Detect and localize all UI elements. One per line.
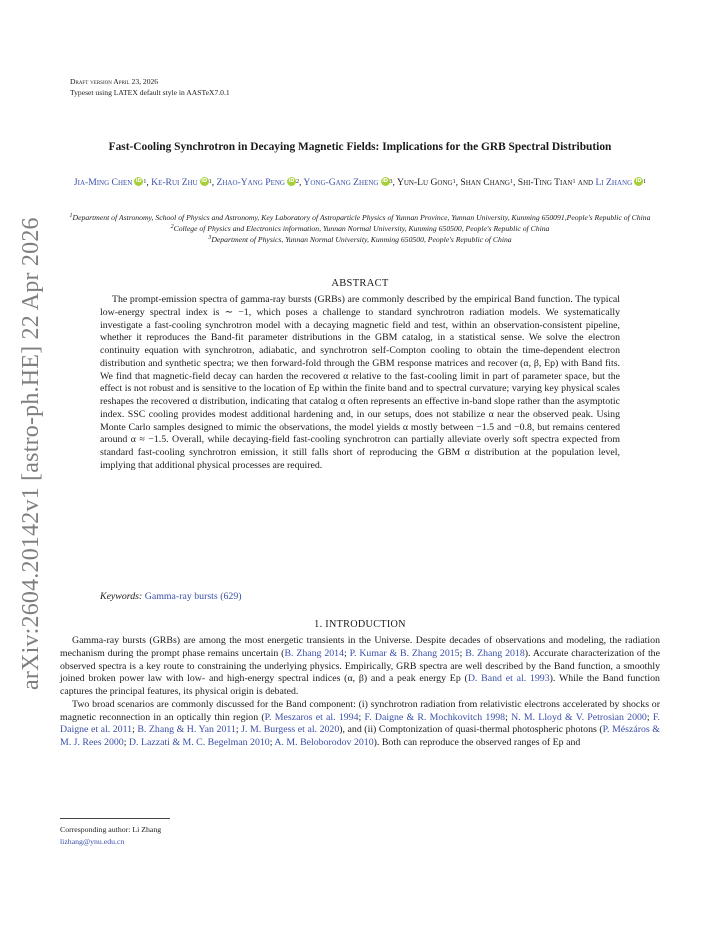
author-affiliation-mark: 1 — [572, 179, 576, 185]
author-name[interactable]: Zhao-Yang Peng — [216, 177, 285, 188]
paper-title: Fast-Cooling Synchrotron in Decaying Magnetic Fields: Implications for the GRB Spectral Distribution — [108, 141, 612, 153]
orcid-icon[interactable] — [134, 177, 143, 186]
arxiv-identifier: arXiv:2604.20142v1 [astro-ph.HE] 22 Apr 2026 — [18, 217, 44, 690]
orcid-icon[interactable] — [200, 177, 209, 186]
keywords-label: Keywords: — [100, 591, 143, 602]
keyword-link[interactable]: Gamma-ray bursts (629) — [144, 591, 242, 602]
citation-link[interactable]: N. M. Lloyd & V. Petrosian 2000 — [511, 711, 647, 723]
citation-link[interactable]: F. Daigne & R. Mochkovitch 1998 — [364, 711, 506, 723]
abstract-heading: ABSTRACT — [331, 278, 389, 289]
keywords — [100, 591, 242, 602]
introduction-text — [60, 635, 660, 750]
orcid-icon[interactable] — [381, 177, 390, 186]
author-affiliation-mark: 1 — [643, 179, 647, 185]
citation-link[interactable]: B. Zhang 2018 — [465, 647, 525, 659]
author-name: Yun-Lu Gong — [396, 177, 453, 188]
affiliation-text: College of Physics and Electronics information, Yunnan Normal University, Kunming 650500, People's Republic of China — [173, 224, 550, 233]
author-affiliation-mark: 1 — [452, 179, 456, 185]
draft-version: Draft version April 23, 2026 — [70, 77, 159, 86]
affiliation-text: Department of Physics, Yunnan Normal University, Kunming 650500, People's Republic of China — [211, 235, 512, 244]
intro-paragraph-1: Gamma-ray bursts (GRBs) are among the most energetic transients in the Universe. Despite decades of observations and modeling, the radiation mechanism during the prompt phase remains uncertain (B. Zhang 2014; P. Kumar & B. Zhang 2015; B. Zhang 2018). Accurate characterization of the observed spectra is a key route to constraining the underlying physics. Empirically, GRB spectra are well described by the Band function, a smoothly joined broken power law with low- and high-energy spectral indices (α, β) and a peak energy Ep (D. Band et al. 1993). While the Band function captures the principal features, its physical origin is debated. — [60, 635, 660, 697]
citation-link[interactable]: B. Zhang & H. Yan 2011 — [137, 724, 236, 736]
affiliation-line — [64, 223, 656, 234]
author-name: Shi-Ting Tian — [517, 177, 573, 188]
citation-link[interactable]: P. Mészáros & M. J. Rees 2000 — [60, 724, 660, 748]
affiliation-number: 2 — [170, 224, 174, 230]
author-name[interactable]: Yong-Gang Zheng — [303, 177, 379, 188]
abstract-text: The prompt-emission spectra of gamma-ray bursts (GRBs) are commonly described by the empirical Band function. The typical low-energy spectral index is ∼ −1, which poses a challenge to standard synchrotron radiation models. We systematically investigate a fast-cooling synchrotron model with a decaying magnetic field and test, within an observation-consistent pipeline, whether it reproduces the Band-fit parameter distributions in the GBM catalog, in a statistical sense. We solve the electron continuity equation with synchrotron, adiabatic, and synchrotron self-Compton cooling to obtain the time-dependent electron distribution and synthetic spectra; we then forward-fold through the GBM response matrices and recover (α, β, Ep) with Band fits. We find that magnetic-field decay can harden the recovered α relative to the fast-cooling limit in part of parameter space, but the effect is not robust and is sensitive to the location of Ep within the finite band and to spectral curvature; varying key physical scales reshapes the recovered α distribution, indicating that catalog α often represents an effective in-band slope rather than the asymptotic index. SSC cooling provides modest additional hardening and, in our setups, does not stabilize α near the observed peak. Using Monte Carlo samples designed to mimic the observations, the model yields α mostly between −1.5 and −0.8, but remains centered around α ≈ −1.5. Overall, while decaying-field fast-cooling synchrotron can partially alleviate overly soft spectra expected from standard fast-cooling synchrotron emission, it still falls short of reproducing the GBM α distribution at the population level, implying that additional physical processes are required. — [100, 294, 620, 471]
citation-link[interactable]: P. Kumar & B. Zhang 2015 — [349, 647, 460, 659]
author-name[interactable]: Li Zhang — [595, 177, 633, 188]
corresponding-author — [60, 824, 161, 848]
typeset-note: Typeset using LATEX default style in AASTeX7.0.1 — [70, 88, 230, 97]
author-email-link[interactable]: lizhang@ynu.edu.cn — [60, 837, 125, 846]
citation-link[interactable]: F. Daigne et al. 2011 — [60, 711, 660, 736]
affiliation-number: 1 — [69, 213, 73, 219]
affiliations — [64, 212, 656, 245]
section-heading: 1. INTRODUCTION — [314, 619, 406, 630]
footnote-divider — [60, 818, 170, 819]
citation-link[interactable]: A. M. Beloborodov 2010 — [274, 737, 374, 748]
affiliation-line — [64, 212, 656, 223]
author-list: Jia-Ming CheniD $^1$, Ke-Rui ZhuiD $^1$, Zhao-Yang PengiD $^2$, Yong-Gang ZhengiD $^3$, Yun-Lu Gong$^1$, Shan Chang$^1$, Shi-Ting Tian$^1$ and Li ZhangiD $^1$ — [70, 176, 650, 190]
author-affiliation-mark: 1 — [143, 179, 147, 185]
citation-link[interactable]: J. M. Burgess et al. 2020 — [241, 724, 340, 736]
affiliation-number: 3 — [208, 235, 212, 241]
intro-paragraph-2: Two broad scenarios are commonly discussed for the Band component: (i) synchrotron radiation from relativistic electrons accelerated by shocks or magnetic reconnection in an optically thin region (P. Meszaros et al. 1994; F. Daigne & R. Mochkovitch 1998; N. M. Lloyd & V. Petrosian 2000; F. Daigne et al. 2011; B. Zhang & H. Yan 2011; J. M. Burgess et al. 2020), and (ii) Comptonization of quasi-thermal photospheric photons (P. Mészáros & M. J. Rees 2000; D. Lazzati & M. C. Begelman 2010; A. M. Beloborodov 2010). Both can reproduce the observed ranges of Ep and — [60, 698, 660, 748]
affiliation-text: Department of Astronomy, School of Physics and Astronomy, Key Laboratory of Astroparticle Physics of Yunnan Province, Yunnan University, Kunming 650091,People's Republic of China — [72, 213, 651, 222]
author-affiliation-mark: 1 — [509, 179, 513, 185]
affiliation-line — [64, 234, 656, 245]
citation-link[interactable]: D. Lazzati & M. C. Begelman 2010 — [128, 737, 270, 748]
orcid-icon[interactable] — [287, 177, 296, 186]
author-name[interactable]: Jia-Ming Chen — [73, 177, 133, 188]
authors-and: and — [575, 177, 596, 188]
draft-header — [70, 76, 230, 98]
author-name[interactable]: Ke-Rui Zhu — [151, 177, 198, 188]
author-affiliation-mark: 1 — [208, 179, 212, 185]
corresponding-author-label: Corresponding author: Li Zhang — [60, 825, 162, 834]
author-name: Shan Chang — [460, 177, 510, 188]
citation-link[interactable]: D. Band et al. 1993 — [467, 673, 550, 685]
citation-link[interactable]: P. Meszaros et al. 1994 — [264, 711, 359, 723]
author-affiliation-mark: 2 — [295, 179, 299, 185]
citation-link[interactable]: B. Zhang 2014 — [284, 647, 345, 659]
author-affiliation-mark: 3 — [389, 179, 393, 185]
orcid-icon[interactable] — [634, 177, 643, 186]
